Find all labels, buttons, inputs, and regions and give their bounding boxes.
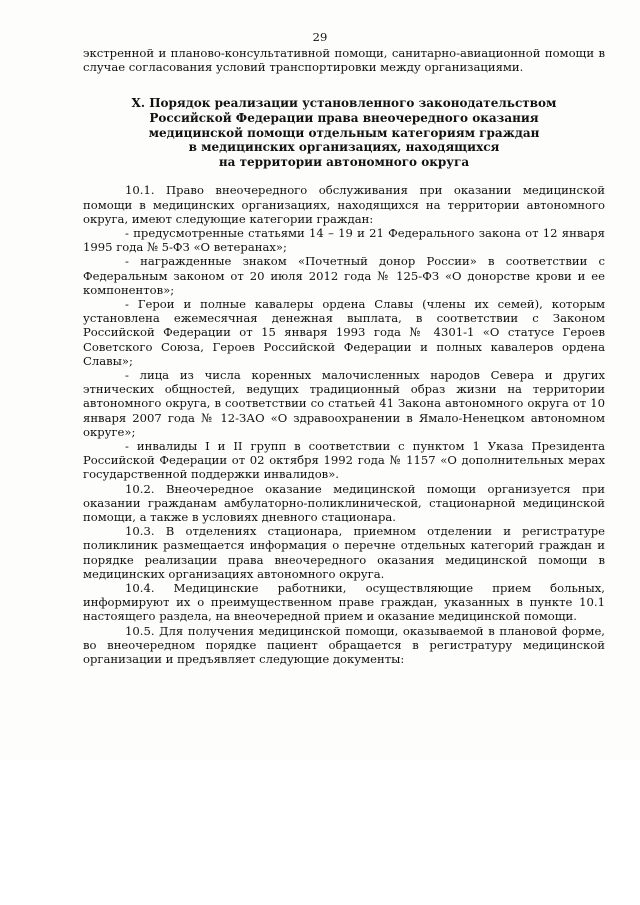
- paragraph-10-4: 10.4. Медицинские работники, осуществляющие прием больных, информируют их о преимущественном праве граждан, указанных в пункте 10.1 настоящего раздела, на внеочередной прием и оказание медицинской помощи.: [83, 581, 605, 624]
- blank-area: [0, 760, 640, 905]
- paragraph-10-5: 10.5. Для получения медицинской помощи, оказываемой в плановой форме, во внеочередном порядке пациент обращается в регистратуру медицинской организации и предъявляет следующие документы:: [83, 623, 605, 667]
- list-item-donors: - награжденные знаком «Почетный донор России» в соответствии с Федеральным законом от 20 июля 2012 года № 125-ФЗ «О донорстве крови и ее компонентов»;: [83, 254, 605, 297]
- paragraph-10-1: 10.1. Право внеочередного обслуживания при оказании медицинской помощи в медицинских организациях, находящихся на территории автономного округа, имеют следующие категории граждан:: [83, 183, 605, 226]
- paragraph-10-3: 10.3. В отделениях стационара, приемном отделении и регистратуре поликлиник размещается информация о перечне отдельных категорий граждан и порядке реализации права внеочередного оказания медицинской помощи в медицинских организациях автономного округа.: [83, 524, 605, 581]
- section-heading-line: X. Порядок реализации установленного законодательством: [131, 96, 557, 111]
- document-body: [83, 46, 605, 666]
- list-item-veterans: - предусмотренные статьями 14 – 19 и 21 Федерального закона от 12 января 1995 года № 5-ФЗ «О ветеранах»;: [83, 225, 605, 255]
- page-number: 29: [312, 30, 328, 44]
- paragraph-10-2: 10.2. Внеочередное оказание медицинской помощи организуется при оказании гражданам амбулаторно-поликлинической, стационарной медицинской помощи, а также в условиях дневного стационара.: [83, 481, 605, 525]
- section-heading-line: на территории автономного округа: [218, 154, 470, 169]
- section-heading: [83, 96, 605, 169]
- section-heading-line: медицинской помощи отдельным категориям граждан: [148, 125, 540, 140]
- list-item-disabled: - инвалиды I и II групп в соответствии с пунктом 1 Указа Президента Российской Федерации от 02 октября 1992 года № 1157 «О дополнительных мерах государственной поддержки инвалидов».: [83, 439, 605, 482]
- section-heading-line: Российской Федерации права внеочередного оказания: [149, 111, 539, 125]
- intro-paragraph: экстренной и планово-консультативной помощи, санитарно-авиационной помощи в случае согласования условий транспортировки между организациями.: [83, 46, 605, 75]
- list-item-heroes: - Герои и полные кавалеры ордена Славы (члены их семей), которым установлена ежемесячная денежная выплата, в соответствии с Законом Российской Федерации от 15 января 1993 года № 4301-1 «О статусе Героев Советского Союза, Героев Российской Федерации и полных кавалеров ордена Славы»;: [83, 297, 605, 368]
- section-heading-line: в медицинских организациях, находящихся: [188, 140, 500, 155]
- list-item-indigenous: - лица из числа коренных малочисленных народов Севера и других этнических общностей, ведущих традиционный образ жизни на территории автономного округа, в соответствии со статьей 41 Закона автономного округа от 10 января 2007 года № 12-ЗАО «О здравоохранении в Ямало-Ненецком автономном округе»;: [83, 368, 605, 439]
